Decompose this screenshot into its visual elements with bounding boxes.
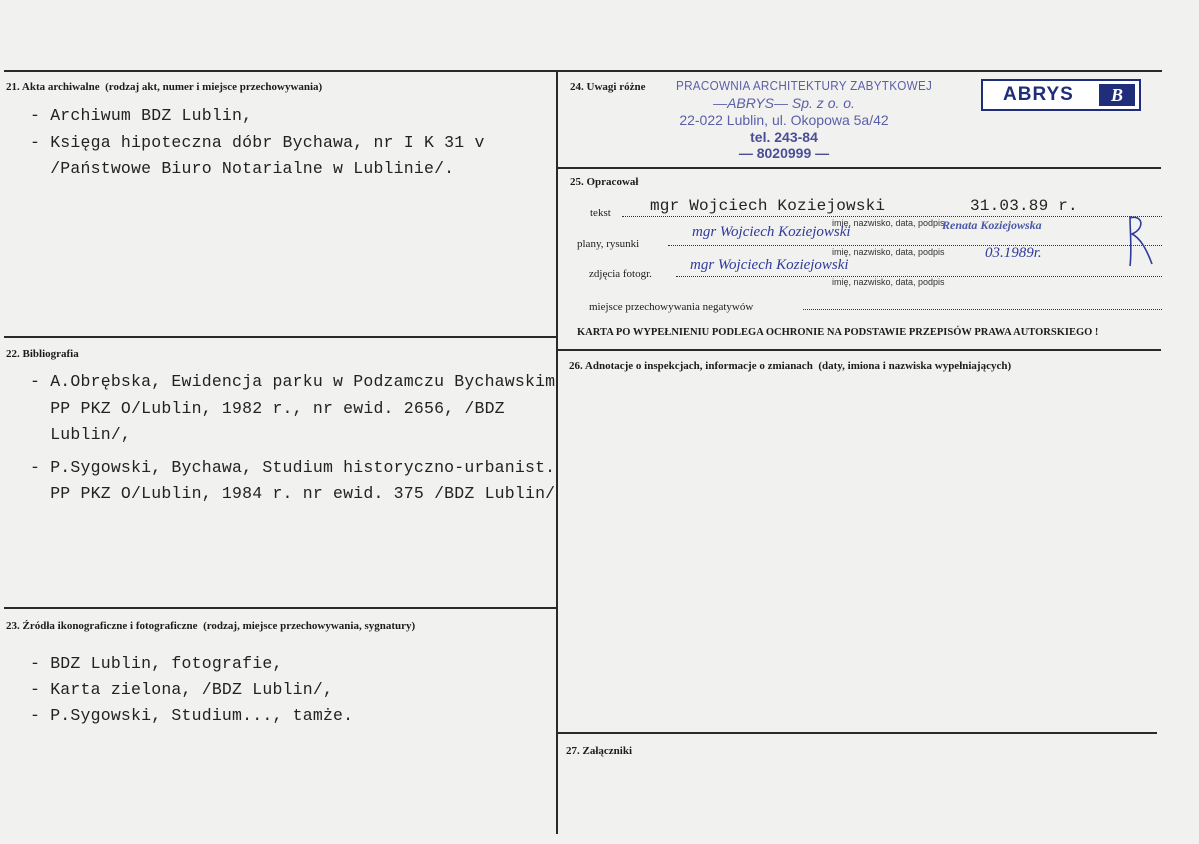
row-plany-value: mgr Wojciech Koziejowski	[692, 224, 851, 240]
stamp-line-3: 22-022 Lublin, ul. Okopowa 5a/42	[679, 112, 889, 128]
center-divider	[556, 70, 558, 834]
row-negatywy-label: miejsce przechowywania negatywów	[589, 301, 754, 313]
section-23-line: - BDZ Lublin, fotografie,	[30, 654, 283, 673]
logo-mark-icon: B	[1099, 84, 1135, 106]
section-22-line: - A.Obrębska, Ewidencja parku w Podzamczu Bychawskim	[30, 372, 556, 391]
section-21-line: /Państwowe Biuro Notarialne w Lublinie/.	[30, 159, 455, 178]
row-plany-date: 03.1989r.	[985, 245, 1042, 261]
stamp-line-1: PRACOWNIA ARCHITEKTURY ZABYTKOWEJ	[676, 78, 933, 93]
section-22-line: PP PKZ O/Lublin, 1982 r., nr ewid. 2656, /BDZ	[30, 399, 505, 418]
signature-icon	[1116, 210, 1156, 270]
section-25-label: 25. Opracował	[570, 176, 639, 188]
row-zdjecia-hint: imię, nazwisko, data, podpis	[832, 277, 945, 287]
copyright-notice: KARTA PO WYPEŁNIENIU PODLEGA OCHRONIE NA PODSTAWIE PRZEPISÓW PRAWA AUTORSKIEGO !	[577, 327, 1099, 338]
row-tekst-date: 31.03.89 r.	[970, 197, 1078, 215]
row-tekst-value: mgr Wojciech Koziejowski	[650, 197, 889, 215]
row-tekst-label: tekst	[590, 207, 611, 219]
abrys-logo	[981, 79, 1141, 111]
section-26-label: 26. Adnotacje o inspekcjach, informacje o zmianach (daty, imiona i nazwiska wypełniających)	[569, 360, 1012, 372]
section-23-label: 23. Źródła ikonograficzne i fotograficzne (rodzaj, miejsce przechowywania, sygnatury)	[6, 620, 416, 632]
logo-text: ABRYS	[1003, 84, 1074, 105]
row-zdjecia-label: zdjęcia fotogr.	[589, 268, 652, 280]
rule-24-25	[557, 167, 1161, 169]
section-22-line: - P.Sygowski, Bychawa, Studium historyczno-urbanist.	[30, 458, 556, 477]
section-22-line: PP PKZ O/Lublin, 1984 r. nr ewid. 375 /BDZ Lublin/	[30, 484, 556, 503]
stamp-line-5: — 8020999 —	[738, 145, 830, 161]
stamp-line-2: —ABRYS— Sp. z o. o.	[713, 95, 855, 111]
stamp-line-4: tel. 243-84	[750, 129, 818, 145]
section-23-line: - P.Sygowski, Studium..., tamże.	[30, 706, 354, 725]
row-tekst-dots	[622, 216, 1162, 217]
row-zdjecia-value: mgr Wojciech Koziejowski	[690, 257, 849, 273]
company-stamp	[664, 78, 933, 161]
row-plany-extra: Renata Koziejowska	[942, 218, 1042, 232]
row-tekst-hint: imię, nazwisko, data, podpis	[832, 218, 945, 228]
section-23-line: - Karta zielona, /BDZ Lublin/,	[30, 680, 334, 699]
row-plany-label: plany, rysunki	[577, 238, 640, 250]
section-22-label: 22. Bibliografia	[6, 348, 79, 360]
rule-26-27	[557, 732, 1157, 734]
section-21-line: - Księga hipoteczna dóbr Bychawa, nr I K 31 v	[30, 133, 485, 152]
row-negatywy-dots	[803, 309, 1162, 310]
rule-25-26	[557, 349, 1161, 351]
rule-21-22	[4, 336, 557, 338]
section-27-label: 27. Załączniki	[566, 745, 633, 757]
section-22-line: Lublin/,	[30, 425, 132, 444]
row-plany-dots	[668, 245, 1162, 246]
section-21-line: - Archiwum BDZ Lublin,	[30, 106, 253, 125]
row-plany-hint: imię, nazwisko, data, podpis	[832, 247, 945, 257]
section-24-label: 24. Uwagi różne	[570, 81, 646, 93]
top-rule	[4, 70, 1162, 72]
section-21-label: 21. Akta archiwalne (rodzaj akt, numer i miejsce przechowywania)	[6, 81, 323, 93]
rule-22-23	[4, 607, 557, 609]
